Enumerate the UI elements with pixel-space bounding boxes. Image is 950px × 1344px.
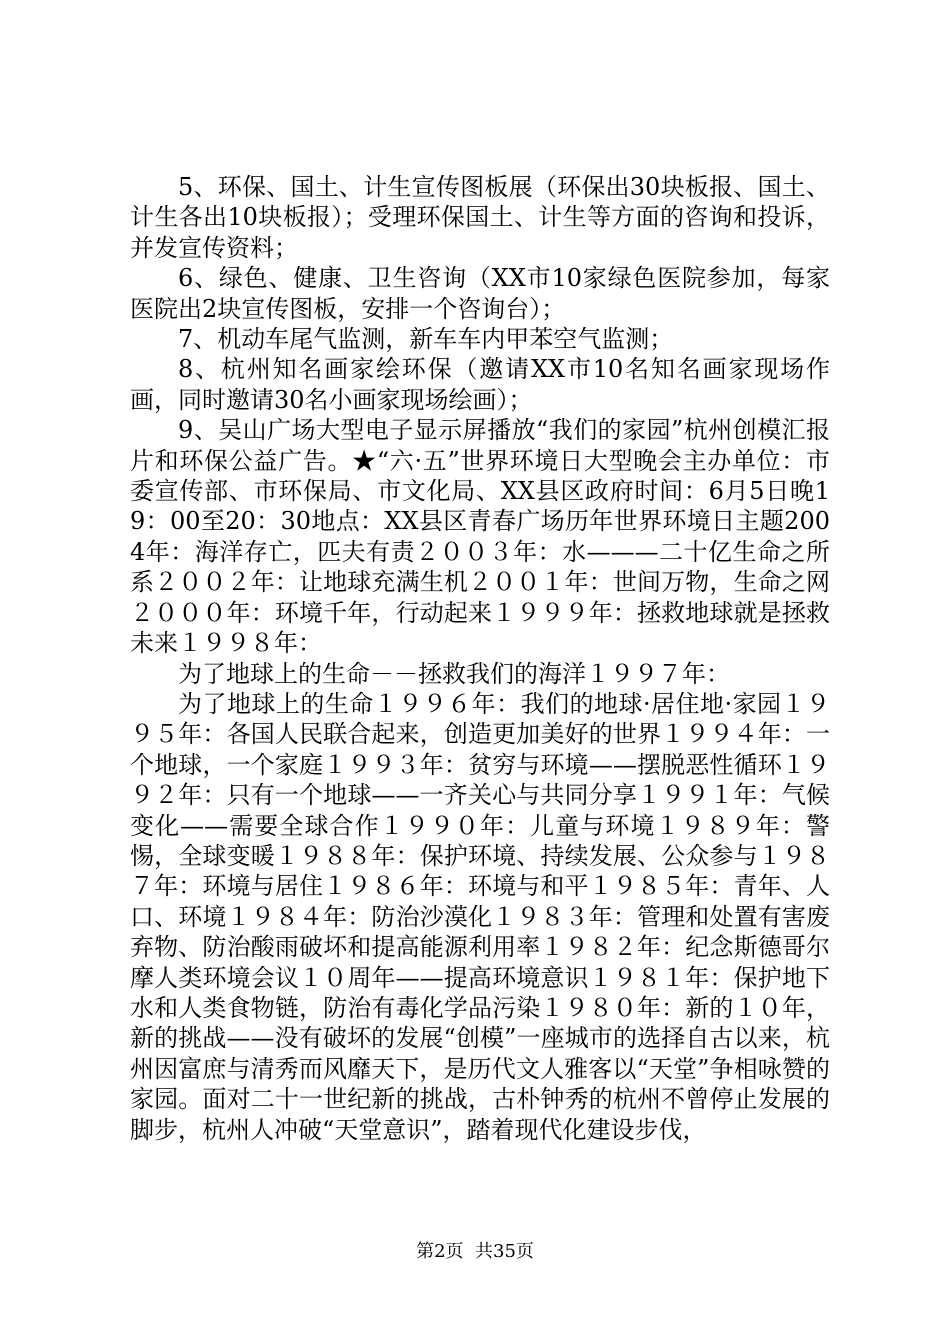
paragraph-item-5: 5、环保、国土、计生宣传图板展（环保出30块板报、国土、计生各出10块板报）；受理环保国土、计生等方面的咨询和投诉，并发宣传资料；	[130, 173, 830, 262]
footer-separator	[464, 1241, 475, 1262]
paragraph-item-8: 8、杭州知名画家绘环保（邀请XX市10名知名画家现场作画，同时邀请30名小画家现场绘画）；	[130, 355, 830, 414]
page-number: 第2页	[416, 1241, 464, 1262]
page-total: 共35页	[475, 1241, 534, 1262]
page-footer	[0, 1240, 950, 1264]
paragraph-item-7: 7、机动车尾气监测，新车车内甲苯空气监测；	[178, 325, 674, 354]
paragraph-item-6: 6、绿色、健康、卫生咨询（XX市10家绿色医院参加，每家医院出2块宣传图板，安排一个咨询台）；	[130, 264, 830, 323]
paragraph-item-9: 9、吴山广场大型电子显示屏播放“我们的家园”杭州创模汇报片和环保公益广告。★“六·五”世界环境日大型晚会主办单位：市委宣传部、市环保局、市文化局、XX县区政府时间：6月5日晚19：00至20：30地点：XX县区青春广场历年世界环境日主题2004年：海洋存亡，匹夫有责２００３年：水———二十亿生命之所系２００２年：让地球充满生机２００１年：世间万物，生命之网２０００年：环境千年，行动起来１９９９年：拯救地球就是拯救未来１９９８年：	[130, 416, 830, 658]
paragraph-theme-history: 为了地球上的生命１９９６年：我们的地球·居住地·家园１９９５年：各国人民联合起来，创造更加美好的世界１９９４年：一个地球，一个家庭１９９３年：贫穷与环境——摆脱恶性循环１９９２年：只有一个地球——一齐关心与共同分享１９９１年：气候变化——需要全球合作１９９０年：儿童与环境１９８９年：警惕，全球变暖１９８８年：保护环境、持续发展、公众参与１９８７年：环境与居住１９８６年：环境与和平１９８５年：青年、人口、环境１９８４年：防治沙漠化１９８３年：管理和处置有害废弃物、防治酸雨破坏和提高能源利用率１９８２年：纪念斯德哥尔摩人类环境会议１０周年——提高环境意识１９８１年：保护地下水和人类食物链，防治有毒化学品污染１９８０年：新的１０年，新的挑战——没有破坏的发展“创模”一座城市的选择自古以来，杭州因富庶与清秀而风靡天下，是历代文人雅客以“天堂”争相咏赞的家园。面对二十一世纪新的挑战，古朴钟秀的杭州不曾停止发展的脚步，杭州人冲破“天堂意识”，踏着现代化建设步伐，	[130, 689, 830, 1144]
document-body	[130, 172, 830, 1145]
paragraph-theme-1997: 为了地球上的生命－－拯救我们的海洋１９９７年：	[178, 659, 730, 688]
